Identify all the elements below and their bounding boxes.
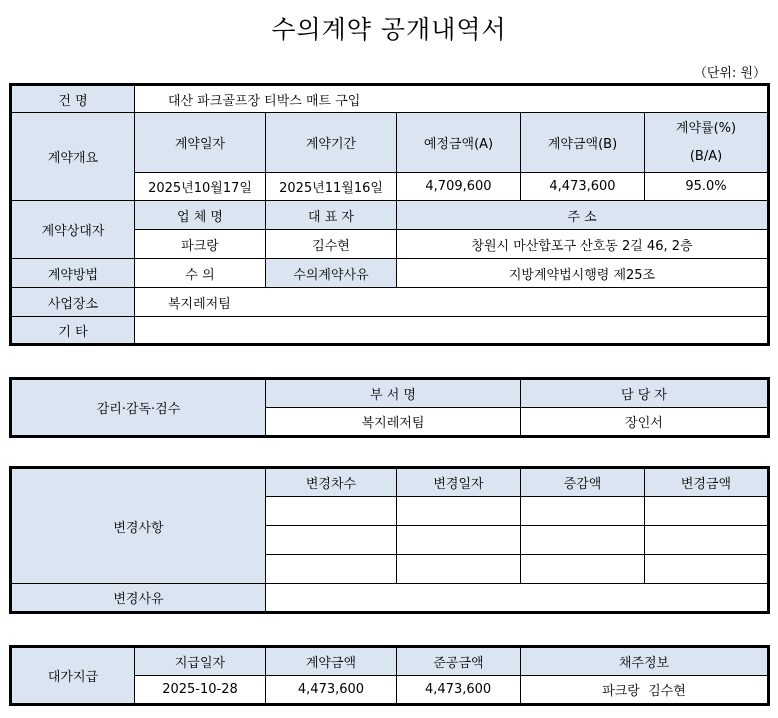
change-cell (266, 555, 397, 584)
supervision-dept: 복지레저팀 (266, 408, 521, 437)
col-creditor: 채주정보 (521, 647, 769, 676)
col-rate-line2: (B/A) (689, 148, 723, 164)
col-change-amount: 변경금액 (645, 468, 769, 497)
supervision-table (9, 377, 770, 438)
change-cell (521, 526, 645, 555)
reason-label: 수의계약사유 (266, 259, 397, 288)
col-contract-period: 계약기간 (266, 113, 397, 173)
col-change-diff: 증감액 (521, 468, 645, 497)
party-label: 계약상대자 (11, 201, 135, 259)
representative: 김수현 (266, 230, 397, 259)
etc-value (135, 317, 769, 345)
change-table (9, 466, 770, 614)
change-reason-label: 변경사유 (11, 584, 266, 613)
unit-label: （단위: 원） (693, 66, 766, 81)
col-rate-line1: 계약률(%) (675, 120, 737, 136)
page-title: 수의계약 공개내역서 (271, 15, 507, 44)
business-place: 복지레저팀 (135, 288, 769, 317)
contract-name: 대산 파크골프장 티박스 매트 구입 (135, 85, 769, 113)
payment-label: 대가지급 (11, 647, 135, 705)
col-address: 주 소 (397, 201, 769, 230)
payment-table (9, 645, 770, 706)
address: 창원시 마산합포구 산호동 2길 46, 2층 (397, 230, 769, 259)
change-cell (645, 555, 769, 584)
creditor-info: 파크랑 김수현 (521, 676, 769, 705)
col-pay-contract: 계약금액 (266, 647, 397, 676)
col-company: 업 체 명 (135, 201, 266, 230)
name-label: 건 명 (11, 85, 135, 113)
change-label: 변경사항 (11, 468, 266, 584)
company-name: 파크랑 (135, 230, 266, 259)
change-cell (645, 526, 769, 555)
change-cell (397, 555, 521, 584)
contract-period: 2025년11월16일 (266, 173, 397, 201)
change-reason (266, 584, 769, 613)
place-label: 사업장소 (11, 288, 135, 317)
supervision-person: 장인서 (521, 408, 769, 437)
estimate-amount: 4,709,600 (397, 173, 521, 201)
change-cell (266, 526, 397, 555)
contract-table (9, 83, 770, 346)
contract-reason: 지방계약법시행령 제25조 (397, 259, 769, 288)
change-cell (521, 497, 645, 526)
overview-label: 계약개요 (11, 113, 135, 201)
change-cell (521, 555, 645, 584)
change-cell (645, 497, 769, 526)
etc-label: 기 타 (11, 317, 135, 345)
col-pay-complete: 준공금액 (397, 647, 521, 676)
col-change-date: 변경일자 (397, 468, 521, 497)
col-amount: 계약금액(B) (521, 113, 645, 173)
col-pay-date: 지급일자 (135, 647, 266, 676)
col-rep: 대 표 자 (266, 201, 397, 230)
contract-date: 2025년10월17일 (135, 173, 266, 201)
pay-contract-amount: 4,473,600 (266, 676, 397, 705)
col-person: 담 당 자 (521, 379, 769, 408)
col-dept: 부 서 명 (266, 379, 521, 408)
change-cell (266, 497, 397, 526)
change-cell (397, 497, 521, 526)
supervision-label: 감리·감독·검수 (11, 379, 266, 437)
method-label: 계약방법 (11, 259, 135, 288)
contract-method: 수 의 (135, 259, 266, 288)
col-change-no: 변경차수 (266, 468, 397, 497)
pay-complete-amount: 4,473,600 (397, 676, 521, 705)
contract-amount: 4,473,600 (521, 173, 645, 201)
change-cell (397, 526, 521, 555)
pay-date: 2025-10-28 (135, 676, 266, 705)
col-contract-date: 계약일자 (135, 113, 266, 173)
col-estimate: 예정금액(A) (397, 113, 521, 173)
contract-rate: 95.0% (645, 173, 769, 201)
col-rate (645, 113, 769, 173)
